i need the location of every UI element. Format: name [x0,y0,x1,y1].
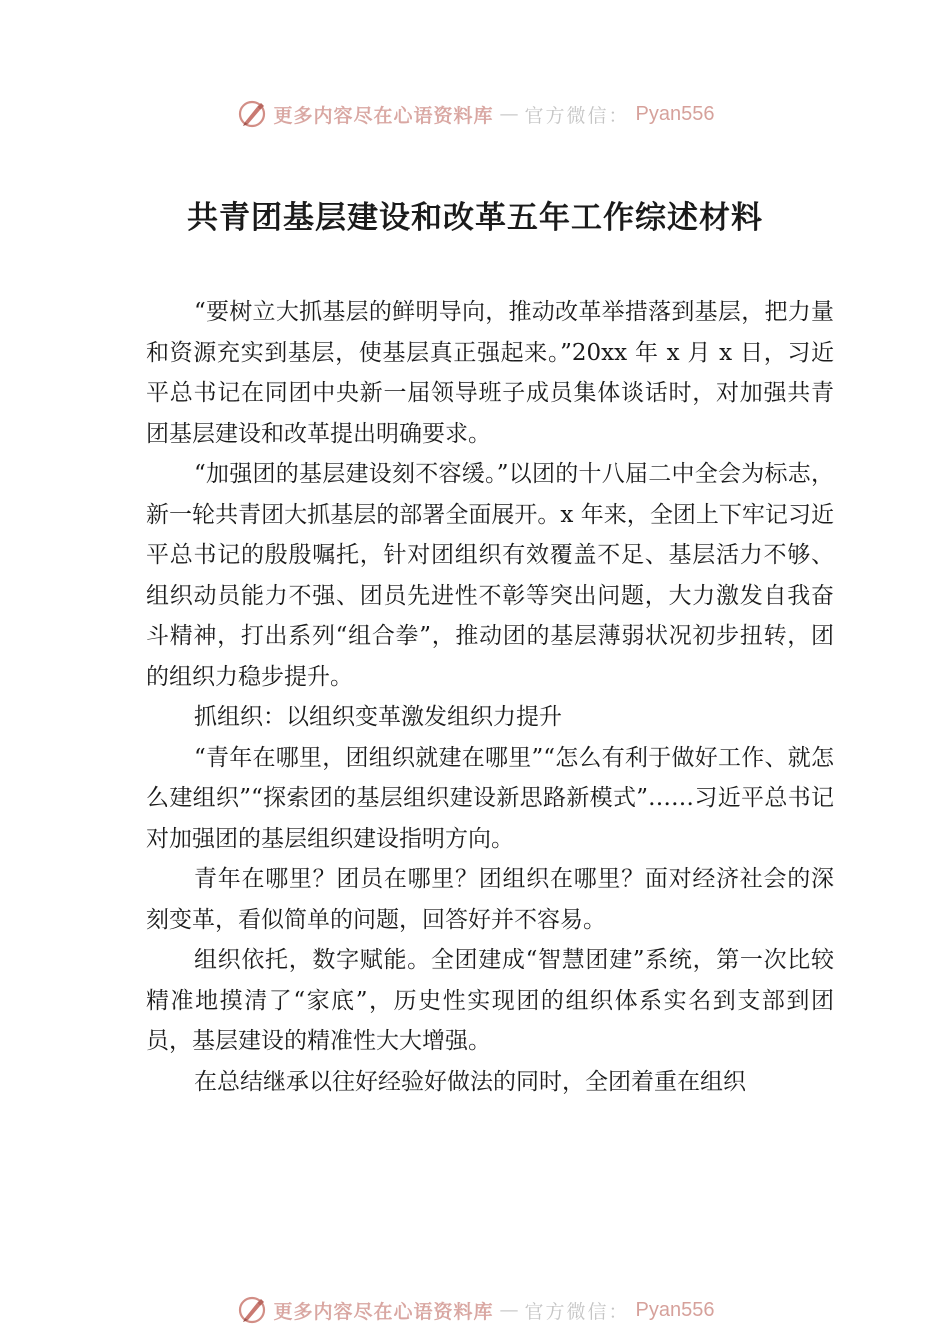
watermark-wechat-label: 官方微信： [524,1300,630,1323]
paragraph: 青年在哪里？团员在哪里？团组织在哪里？面对经济社会的深刻变革，看似简单的问题，回答好并不容易。 [146,866,834,933]
paragraph: “要树立大抓基层的鲜明导向，推动改革举措落到基层，把力量和资源充实到基层，使基层真正强起来。”20xx 年 x 月 x 日，习近平总书记在同团中央新一届领导班子成员集体谈话时，对加强共青团基层建设和改革提出明确要求。 [146,299,834,447]
watermark-wechat-id: Pyan556 [635,1298,715,1321]
pen-logo-icon [236,98,268,130]
paragraph: 组织依托，数字赋能。全团建成“智慧团建”系统，第一次比较精准地摸清了“家底”，历史性实现团的组织体系实名到支部到团员，基层建设的精准性大大增强。 [146,947,834,1054]
watermark-library-text: 更多内容尽在心语资料库 [273,1300,494,1323]
footer-watermark [0,1290,950,1330]
header-watermark [0,94,950,134]
paragraph: “青年在哪里，团组织就建在哪里”“怎么有利于做好工作、就怎么建组织”“探索团的基层组织建设新思路新模式”……习近平总书记对加强团的基层组织建设指明方向。 [146,744,834,852]
paragraph: “加强团的基层建设刻不容缓。”以团的十八届二中全会为标志，新一轮共青团大抓基层的部署全面展开。x 年来，全团上下牢记习近平总书记的殷殷嘱托，针对团组织有效覆盖不足、基层活力不够、组织动员能力不强、团员先进性不彰等突出问题，大力激发自我奋斗精神，打出系列“组合拳”，推动团的基层薄弱状况初步扭转，团的组织力稳步提升。 [146,461,834,690]
paragraph: 在总结继承以往好经验好做法的同时，全团着重在组织 [194,1068,746,1095]
watermark-wechat-id: Pyan556 [635,102,715,125]
watermark-library-text: 更多内容尽在心语资料库 [273,104,494,127]
document-title: 共青团基层建设和改革五年工作综述材料 [187,200,763,236]
pen-logo-icon [236,1294,268,1326]
document-body [146,292,834,1102]
watermark-separator: — [499,1299,519,1321]
section-heading: 抓组织：以组织变革激发组织力提升 [194,704,562,730]
watermark-separator: — [499,103,519,125]
watermark-wechat-label: 官方微信： [524,104,630,127]
